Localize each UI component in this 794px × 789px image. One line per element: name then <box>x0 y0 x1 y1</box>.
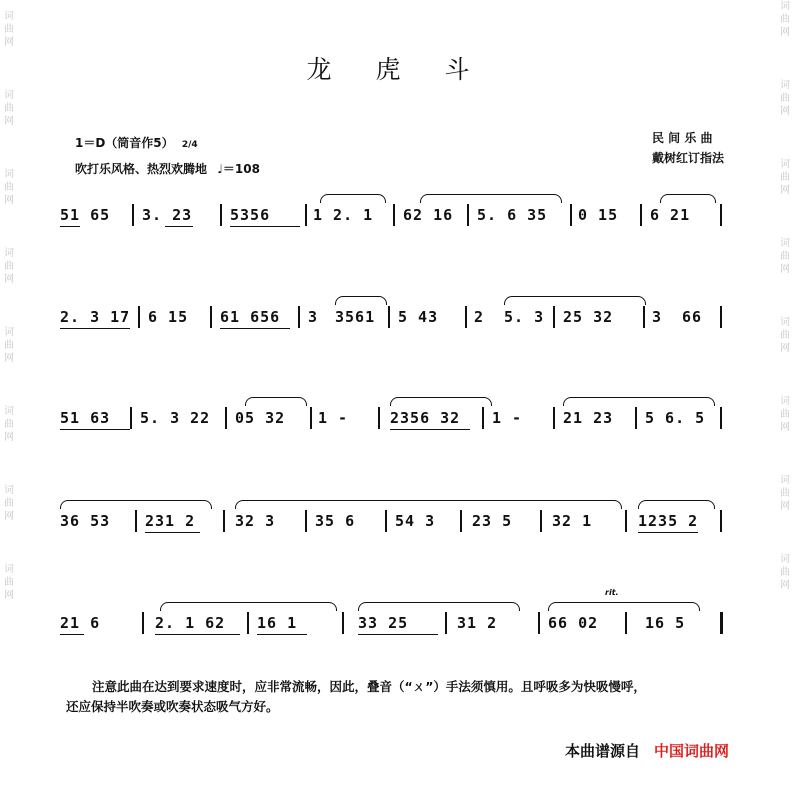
measure: 2 <box>474 308 485 326</box>
composer-line: 民 间 乐 曲 <box>651 131 713 145</box>
slur <box>563 397 715 406</box>
tempo-mark: ♩＝108 <box>217 162 260 176</box>
measure: 6 21 <box>650 206 691 224</box>
bar-line <box>445 612 447 634</box>
time-signature: 2/4 <box>181 140 198 150</box>
bar-line <box>465 306 467 328</box>
key-signature <box>75 134 198 151</box>
bar-line <box>210 306 212 328</box>
slur <box>320 194 386 203</box>
measure: 5 6. 5 <box>645 409 706 427</box>
measure: 66 <box>682 308 703 326</box>
slur <box>660 194 716 203</box>
page-title: 龙 虎 斗 <box>306 55 488 84</box>
measure: 51 63 <box>60 409 111 427</box>
measure: 61 656 <box>220 308 281 326</box>
bar-line <box>225 407 227 429</box>
measure: 62 16 <box>403 206 454 224</box>
measure: 32 3 <box>235 512 276 530</box>
measure: 31 2 <box>457 614 498 632</box>
measure: 5. 3 22 <box>140 409 211 427</box>
key-text: 1＝D（筒音作5） <box>75 136 174 150</box>
watermark-left: 词 曲 网 词 曲 网 词 曲 网 词 曲 网 词 曲 网 词 曲 网 词 曲 网 词 曲 网 <box>4 11 14 601</box>
watermark-right: 词 曲 网 词 曲 网 词 曲 网 词 曲 网 词 曲 网 词 曲 网 词 曲 网 词 曲 网 <box>780 1 790 591</box>
bar-line <box>720 306 722 328</box>
bar-line <box>482 407 484 429</box>
bar-line <box>625 612 627 634</box>
beam <box>638 532 698 533</box>
beam <box>165 226 193 227</box>
slur <box>235 500 622 509</box>
staff-row-1 <box>60 190 722 238</box>
bar-line <box>388 306 390 328</box>
bar-line <box>538 612 540 634</box>
measure: 3 <box>652 308 663 326</box>
measure: 54 3 <box>395 512 436 530</box>
final-bar-line <box>720 612 723 634</box>
measure: 1 - <box>492 409 523 427</box>
bar-line <box>310 407 312 429</box>
measure: 35 6 <box>315 512 356 530</box>
bar-line <box>305 510 307 532</box>
bar-line <box>540 510 542 532</box>
bar-line <box>130 407 132 429</box>
staff-row-2 <box>60 292 722 340</box>
beam <box>60 634 84 635</box>
measure: 1 2. 1 <box>313 206 374 224</box>
measure: 25 32 <box>563 308 614 326</box>
measure: 36 53 <box>60 512 111 530</box>
measure: 16 5 <box>645 614 686 632</box>
staff-row-3 <box>60 393 722 441</box>
measure: 3 <box>308 308 319 326</box>
slur <box>420 194 562 203</box>
beam <box>145 532 200 533</box>
bar-line <box>135 510 137 532</box>
arranger-line: 戴树红订指法 <box>651 151 724 165</box>
staff-row-4 <box>60 496 722 544</box>
performance-note <box>66 677 742 717</box>
staff-row-5 <box>60 588 722 646</box>
measure: 33 25 <box>358 614 409 632</box>
slur <box>548 602 700 611</box>
bar-line <box>132 204 134 226</box>
tempo-line <box>75 160 260 177</box>
source-brand-link[interactable]: 中国词曲网 <box>654 742 730 760</box>
bar-line <box>393 204 395 226</box>
slur <box>504 296 646 305</box>
beam <box>358 634 438 635</box>
bar-line <box>305 204 307 226</box>
bar-line <box>385 510 387 532</box>
bar-line <box>553 306 555 328</box>
bar-line <box>342 612 344 634</box>
note-line: 注意此曲在达到要求速度时，应非常流畅，因此，叠音（“ㄨ”）手法须慎用。且呼吸多为快吸慢呼， <box>92 679 646 694</box>
beam <box>60 429 130 430</box>
composer-block <box>652 128 724 168</box>
bar-line <box>142 612 144 634</box>
beam <box>257 634 307 635</box>
measure: 23 5 <box>472 512 513 530</box>
beam <box>60 226 80 227</box>
measure: 2. 3 17 <box>60 308 131 326</box>
measure: 5356 <box>230 206 271 224</box>
slur <box>245 397 307 406</box>
measure: 32 1 <box>552 512 593 530</box>
beam <box>230 226 300 227</box>
bar-line <box>635 407 637 429</box>
slur <box>390 397 492 406</box>
rit-mark: rit. <box>605 588 619 597</box>
measure: 1 - <box>318 409 349 427</box>
beam <box>155 634 240 635</box>
tempo-text: 吹打乐风格、热烈欢腾地 <box>75 162 208 176</box>
bar-line <box>625 510 627 532</box>
measure: 51 65 <box>60 206 111 224</box>
bar-line <box>570 204 572 226</box>
measure: 231 2 <box>145 512 196 530</box>
measure: 2. 1 62 <box>155 614 226 632</box>
source-credit <box>565 740 729 761</box>
bar-line <box>378 407 380 429</box>
measure: 3561 <box>335 308 376 326</box>
bar-line <box>247 612 249 634</box>
bar-line <box>640 204 642 226</box>
bar-line <box>298 306 300 328</box>
bar-line <box>720 204 722 226</box>
slur <box>638 500 715 509</box>
bar-line <box>643 306 645 328</box>
beam <box>220 328 290 329</box>
beam <box>390 429 470 430</box>
slur <box>160 602 337 611</box>
bar-line <box>220 204 222 226</box>
measure: 5 43 <box>398 308 439 326</box>
slur <box>60 500 212 509</box>
beam <box>60 328 130 329</box>
bar-line <box>720 510 722 532</box>
measure: 5. 3 <box>504 308 545 326</box>
measure: 16 1 <box>257 614 298 632</box>
measure: 21 23 <box>563 409 614 427</box>
measure: 66 02 <box>548 614 599 632</box>
note-line: 还应保持半吹奏或吹奏状态吸气方好。 <box>66 699 279 714</box>
measure: 21 6 <box>60 614 101 632</box>
slur <box>335 296 387 305</box>
measure: 3. 23 <box>142 206 193 224</box>
measure: 6 15 <box>148 308 189 326</box>
bar-line <box>223 510 225 532</box>
measure: 5. 6 35 <box>477 206 548 224</box>
bar-line <box>467 204 469 226</box>
measure: 0 15 <box>578 206 619 224</box>
bar-line <box>138 306 140 328</box>
measure: 05 32 <box>235 409 286 427</box>
bar-line <box>720 407 722 429</box>
slur <box>358 602 520 611</box>
bar-line <box>553 407 555 429</box>
measure: 2356 32 <box>390 409 461 427</box>
source-prefix: 本曲谱源自 <box>565 742 641 760</box>
bar-line <box>460 510 462 532</box>
measure: 1235 2 <box>638 512 699 530</box>
